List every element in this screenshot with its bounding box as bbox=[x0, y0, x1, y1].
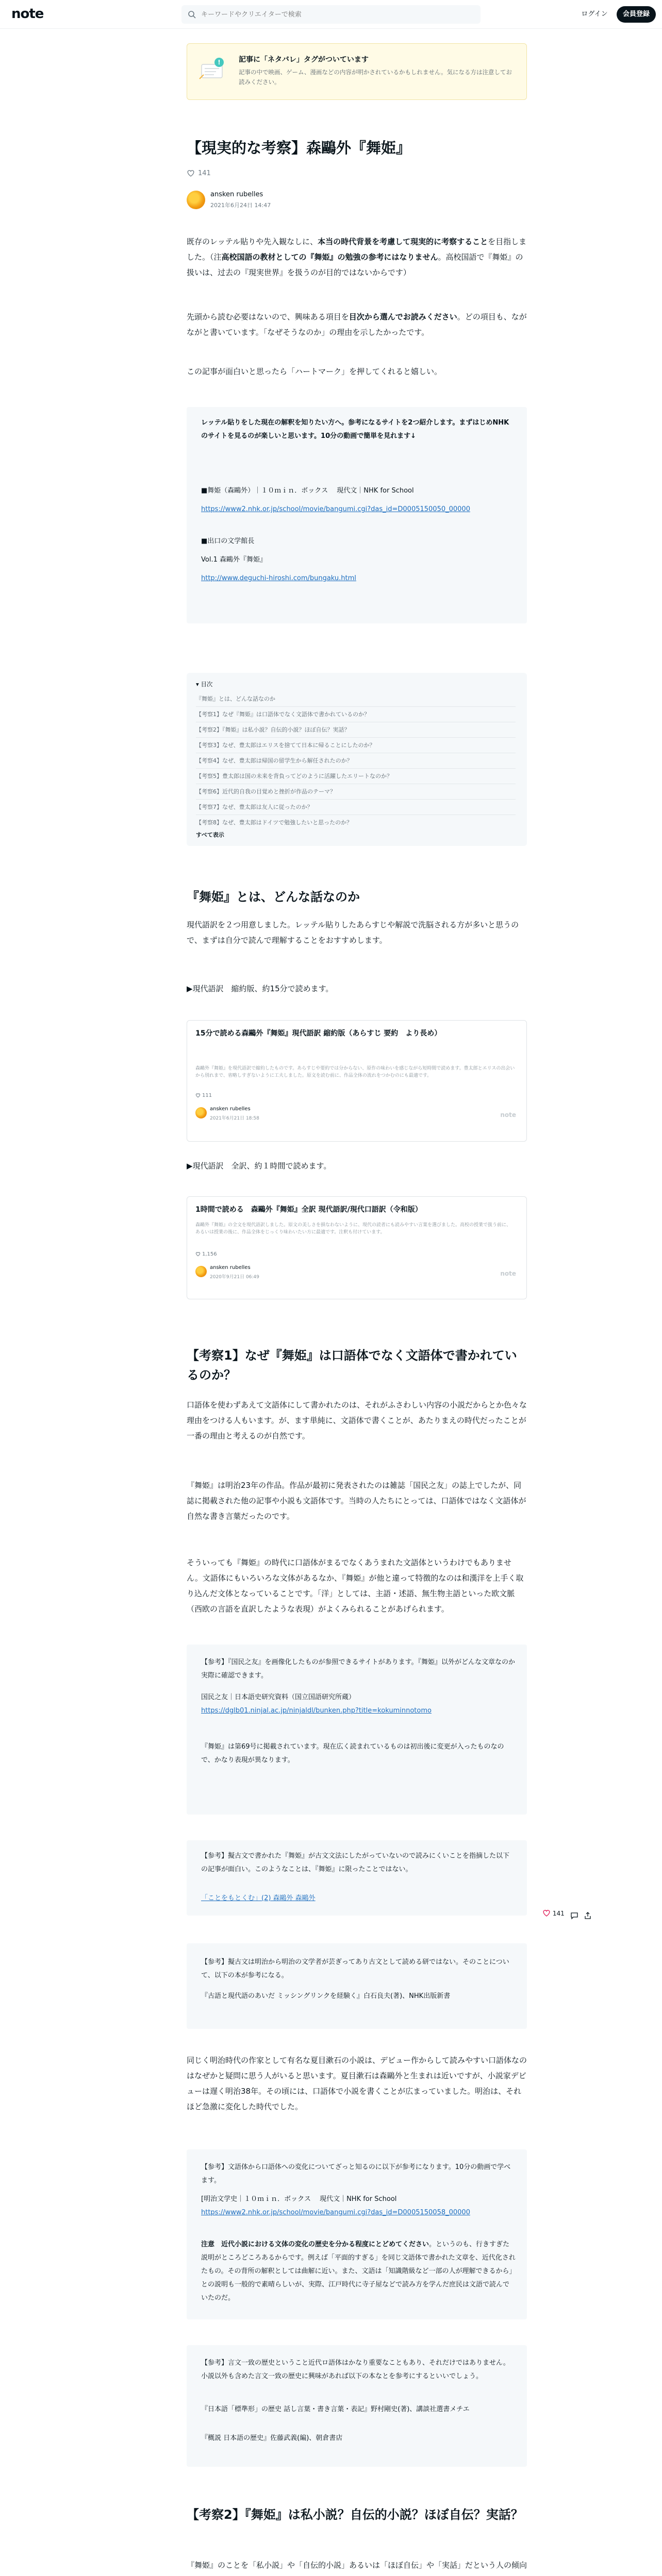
toc-item[interactable]: 【考察3】なぜ、豊太郎はエリスを捨てて日本に帰ることにしたのか？ bbox=[196, 738, 516, 753]
paragraph: 口語体を使わずあえて文語体にして書かれたのは、それがふさわしい内容の小説だからとか色々な理由をつける人もいます。が、ます単純に、文語体で書くことが、あたりまえの時代だったことが一番の理由と考えるのが自然です。 bbox=[187, 1400, 527, 1440]
toc-show-all[interactable]: すべて表示 bbox=[196, 832, 224, 838]
toc-item[interactable]: 【考察6】近代的自我の目覚めと挫折が作品のテーマ？ bbox=[196, 784, 516, 800]
author-avatar[interactable] bbox=[187, 191, 205, 209]
quote-text: ■舞姫（森鷗外）｜１０ｍｉｎ．ボックス 現代文｜NHK for School bbox=[201, 487, 414, 495]
embedded-article-card[interactable] bbox=[187, 1020, 527, 1142]
publish-date: 2021年6月24日 14:47 bbox=[210, 202, 271, 209]
quote-text: 『古語と現代語のあいだ ミッシングリンクを経験く』白石良夫(著)、NHK出版新書 bbox=[201, 1992, 451, 2000]
spoiler-illustration-icon bbox=[196, 53, 229, 86]
toc-heading[interactable]: ▾ 目次 bbox=[196, 681, 213, 688]
quote-text: Vol.1 森鷗外『舞姫』 bbox=[201, 556, 267, 564]
quote-text: 【参考】擬古文は明治から明治の文学者が芸ぎってあり古文として読める研ではない。そのことについて、以下の本が参考になる。 bbox=[201, 1958, 509, 1979]
card-description: 森鷗外『舞姫』を現代語訳で縮約したものです。あらすじや要約では分からない、原作の味わいを感じながら短時間で読めます。豊太郎とエリスの出会いから別れまで、省略しすぎないように工夫しました。原文を読む前に、作品全体の流れをつかむのにも最適です。 bbox=[195, 1066, 515, 1078]
floating-like-count: 141 bbox=[552, 1910, 565, 1917]
login-button[interactable]: ログイン bbox=[581, 10, 608, 18]
reference-quote bbox=[187, 2345, 527, 2467]
toc-item[interactable]: 【考察5】豊太郎は国の未来を背負ってどのように活躍したエリートなのか？ bbox=[196, 769, 516, 784]
like-count[interactable] bbox=[187, 169, 211, 177]
card-title[interactable]: 1時間で読める 森鷗外『舞姫』全訳 現代語訳/現代口語訳（令和版） bbox=[195, 1206, 422, 1214]
toc-item[interactable]: 【考察2】『舞姫』は私小説？自伝的小説？ほぼ自伝？実話？ bbox=[196, 722, 516, 738]
intro-paragraph-1: 既存のレッテル貼りや先入観なしに、本当の時代背景を考慮して現実的に考察することを目指しました。（注高校国語の教材としての『舞姫』の勉強の参考にはなりません。高校国語で『舞姫』の扱いは、过去の『現実世界』を扱うのが目的ではないからです） bbox=[187, 237, 527, 277]
share-icon[interactable] bbox=[584, 1909, 592, 1922]
toc-item[interactable]: 【考察8】なぜ、豊太郎はドイツで勉強したいと思ったのか？ bbox=[196, 819, 353, 826]
like-count-value: 141 bbox=[198, 170, 211, 177]
paragraph: 『舞姫』のことを「私小説」や「自伝的小説」あるいは「ほぼ自伝」や「実話」だという人の傾向 bbox=[187, 2561, 527, 2570]
quote-text: 『舞姫』は第69号に掲載されています。現在広く読まれているものは初出後に変更が入ったものなので、かなり表現が異なります。 bbox=[201, 1743, 504, 1764]
quote-text: 『概説 日本語の歴史』佐藤武義(編)、朝倉書店 bbox=[201, 2434, 343, 2442]
quote-text: 国民之友｜日本語史研究資料（国立国語研究所蔵） bbox=[201, 1693, 356, 1701]
paragraph: ▶現代語訳 全訳、約１時間で読めます。 bbox=[187, 1161, 332, 1171]
card-description: 森鷗外『舞姫』の全文を現代語訳しました。原文の美しさを損なわないように、現代の読者にも読みやすい言葉を選びました。高校の授業で扱う前に、あるいは授業の後に、作品全体をじっくり味わいたい方に最適です。注釈も付けています。 bbox=[195, 1223, 511, 1235]
intro-paragraph-3: この記事が面白いと思ったら「ハートマーク」を押してくれると嬉しい。 bbox=[187, 367, 442, 376]
toc-item[interactable]: 【考察1】なぜ『舞姫』は口語体でなく文語体で書かれているのか？ bbox=[196, 707, 516, 722]
paragraph: そういっても『舞姫』の時代に口語体がまるでなくあうまれた文語体というわけでもありません。文語体にもいろいろな文体があるなか、『舞姫』が他と違って特徴的なのは和漢洋を上手く取り込んだ文体となっていることです。「洋」としては、主語・述語、無生物主語といった欧文脈（西欧の言語を直訳したような表現）がよくみられることがあげられます。 bbox=[187, 1558, 524, 1614]
floating-like-button[interactable] bbox=[542, 1907, 565, 1920]
note-logo[interactable]: note bbox=[11, 6, 44, 22]
quote-text: [明治文学史｜１０ｍｉｎ．ボックス 現代文｜NHK for School bbox=[201, 2195, 397, 2203]
search-bar[interactable] bbox=[181, 5, 481, 24]
intro-paragraph-2: 先頭から読む必要はないので、興味ある項目を目次から選んでお読みください。どの項目も、ながながと書いています。「なぜそうなのか」の理由を示したかったです。 bbox=[187, 312, 527, 337]
reference-quote bbox=[187, 1645, 527, 1815]
paragraph: 現代語訳を２つ用意しました。レッテル貼りしたあらすじや解説で洗脳される方が多いと思うので、まずは自分で読んで理解することをおすすめします。 bbox=[187, 920, 519, 945]
search-icon bbox=[188, 10, 196, 19]
quote-text: 【参考】『国民之友』を画像化したものが参照できるサイトがあります。『舞姫』以外がどんな文章なのか実際に確認できます。 bbox=[201, 1658, 516, 1680]
quote-text: 【参考】擬古文で書かれた『舞姫』が古文文法にしたがっていないので読みにくいことを指摘した以下の記事が面白い。このようなことは、『舞姫』に限ったことではない。 bbox=[201, 1852, 510, 1873]
heart-icon bbox=[195, 1251, 201, 1257]
card-author-avatar bbox=[195, 1107, 207, 1118]
reference-quote: 【参考】文語体から口語体への変化についてざっと知るのに以下が参考になります。10分の動画で学べます。 [明治文学史｜１０ｍｉｎ．ボックス 現代文｜NHK for School https://www2.nhk.or.jp/school/movie/bangumi.cgi?das_id=D0005150058_00000 注意 近代小説における文体の変化の歴史を分かる程度にとどめてください。というのも、行きすぎた説明がところどころあるからです。例えば「平面的すぎる」を同じ文語体で書かれた文章を、近代化されたもの。その背所の解釈としては曲解に近い。また、文語は「知識階級など一部の人が理解できるから」との説明も一般的で素晴らしいが、実際、江戸時代に寺子屋などで読み方を学んだ庶民は文語で読んでいたのだ。 bbox=[187, 2149, 527, 2319]
section-heading: 【考察1】なぜ『舞姫』は口語体でなく文語体で書かれているのか？ bbox=[187, 1348, 517, 1382]
card-date: 2021年6月21日 18:58 bbox=[210, 1116, 259, 1121]
register-button[interactable]: 会員登録 bbox=[617, 6, 656, 23]
nhk-link[interactable]: https://www2.nhk.or.jp/school/movie/bangumi.cgi?das_id=D0005150050_00000 bbox=[201, 505, 470, 513]
card-note-logo: note bbox=[500, 1270, 516, 1277]
paragraph: 同じく明治時代の作家として有名な夏目漱石の小説は、デビュー作からして読みやすい口語体なのはなぜかと疑問に思う人がいると思います。夏目漱石は森鷗外と生まれは近いですが、小説家デビューは遅く明治38年。その頃には、口語体で小説を書くことが広まっていました。明治は、それほど急激に変化した時代でした。 bbox=[187, 2056, 527, 2111]
reference-quote bbox=[187, 1840, 527, 1916]
quote-text: レッテル貼りをした現在の解釈を知りたい方へ。参考になるサイトを2つ紹介します。まずはじめNHKのサイトを見るのが楽しいと思います。10分の動画で簡単を見れます↓ bbox=[201, 419, 509, 440]
card-like-count: 111 bbox=[195, 1093, 212, 1098]
floating-action-bar bbox=[542, 1907, 594, 1920]
paragraph: ▶現代語訳 縮約版、約15分で読めます。 bbox=[187, 984, 334, 993]
ninjal-link[interactable]: https://dglb01.ninjal.ac.jp/ninjaldl/bunken.php?title=kokuminnotomo bbox=[201, 1707, 432, 1715]
author-block[interactable] bbox=[187, 190, 393, 212]
spoiler-notice bbox=[187, 43, 527, 100]
notice-body: 記事の中で映画、ゲーム、漫画などの内容が明かされているかもしれません。気になる方は注意してお読みください。 bbox=[239, 69, 512, 86]
card-author: ansken rubelles bbox=[210, 1106, 251, 1112]
quote-text: 『日本語「標準形」の歴史 話し言葉・書き言葉・表記』野村剛史(著)、講談社選書メチエ bbox=[201, 2405, 470, 2413]
heart-icon[interactable] bbox=[542, 1909, 551, 1917]
card-title[interactable]: 15分で読める森鷗外『舞姫』現代語訳 縮約版（あらすじ 要約 より長め） bbox=[195, 1029, 442, 1038]
card-note-logo: note bbox=[500, 1111, 516, 1118]
section-heading: 『舞姫』とは、どんな話なのか bbox=[187, 890, 360, 904]
toc-item[interactable]: 【考察4】なぜ、豊太郎は帰国の留学生から解任されたのか？ bbox=[196, 753, 516, 769]
toc-item[interactable]: 【考察7】なぜ、豊太郎は友人に従ったのか？ bbox=[196, 800, 516, 815]
card-like-count: 1,156 bbox=[195, 1251, 217, 1257]
table-of-contents bbox=[187, 673, 527, 846]
comment-icon[interactable] bbox=[570, 1909, 578, 1922]
svg-text:!: ! bbox=[218, 59, 221, 66]
toc-item[interactable]: 『舞姫』とは、どんな話なのか bbox=[196, 691, 516, 707]
reference-quote bbox=[187, 1943, 527, 2029]
section-heading: 【考察2】『舞姫』は私小説？自伝的小説？ほぼ自伝？実話？ bbox=[187, 2507, 523, 2522]
reference-quote-1 bbox=[187, 407, 527, 623]
card-author: ansken rubelles bbox=[210, 1265, 251, 1270]
notice-title: 記事に「ネタバレ」タグがついています bbox=[239, 56, 369, 64]
heart-icon bbox=[195, 1093, 201, 1098]
paragraph: 『舞姫』は明治23年の作品。作品が最初に発表されたのは雑誌「国民之友」の誌上でしたが、同誌に掲載された他の記事や小説も文語体です。当時の人たちにとっては、口語体ではなく文語体が自然な書き言葉だったのです。 bbox=[187, 1481, 526, 1521]
search-input[interactable] bbox=[201, 5, 469, 24]
reference-link[interactable]: 「ことをもとくむ」(2) 森鷗外 森鷗外 bbox=[201, 1894, 316, 1902]
site-header bbox=[0, 0, 662, 29]
card-date: 2020年9月21日 06:49 bbox=[210, 1275, 259, 1280]
deguchi-link[interactable]: http://www.deguchi-hiroshi.com/bungaku.html bbox=[201, 574, 356, 582]
quote-text: ■出口の文学館長 bbox=[201, 537, 255, 545]
nhk-link[interactable]: https://www2.nhk.or.jp/school/movie/bangumi.cgi?das_id=D0005150058_00000 bbox=[201, 2209, 470, 2216]
heart-icon[interactable] bbox=[187, 169, 195, 177]
quote-text: 【参考】言文一致の歴史ということ近代ロ語体はかなり重要なこともあり、それだけではありません。小説以外も含めた言文一致の歴史に興味があれば以下の本なとを参考にするといいでしょう。 bbox=[201, 2359, 510, 2380]
card-author-avatar bbox=[195, 1266, 207, 1277]
article-title: 【現実的な考察】森鷗外『舞姫』 bbox=[187, 139, 411, 157]
embedded-article-card[interactable] bbox=[187, 1196, 527, 1299]
author-name[interactable]: ansken rubelles bbox=[210, 191, 263, 198]
quote-text: 【参考】文語体から口語体への変化についてざっと知るのに以下が参考になります。10分の動画で学べます。 bbox=[201, 2163, 511, 2184]
